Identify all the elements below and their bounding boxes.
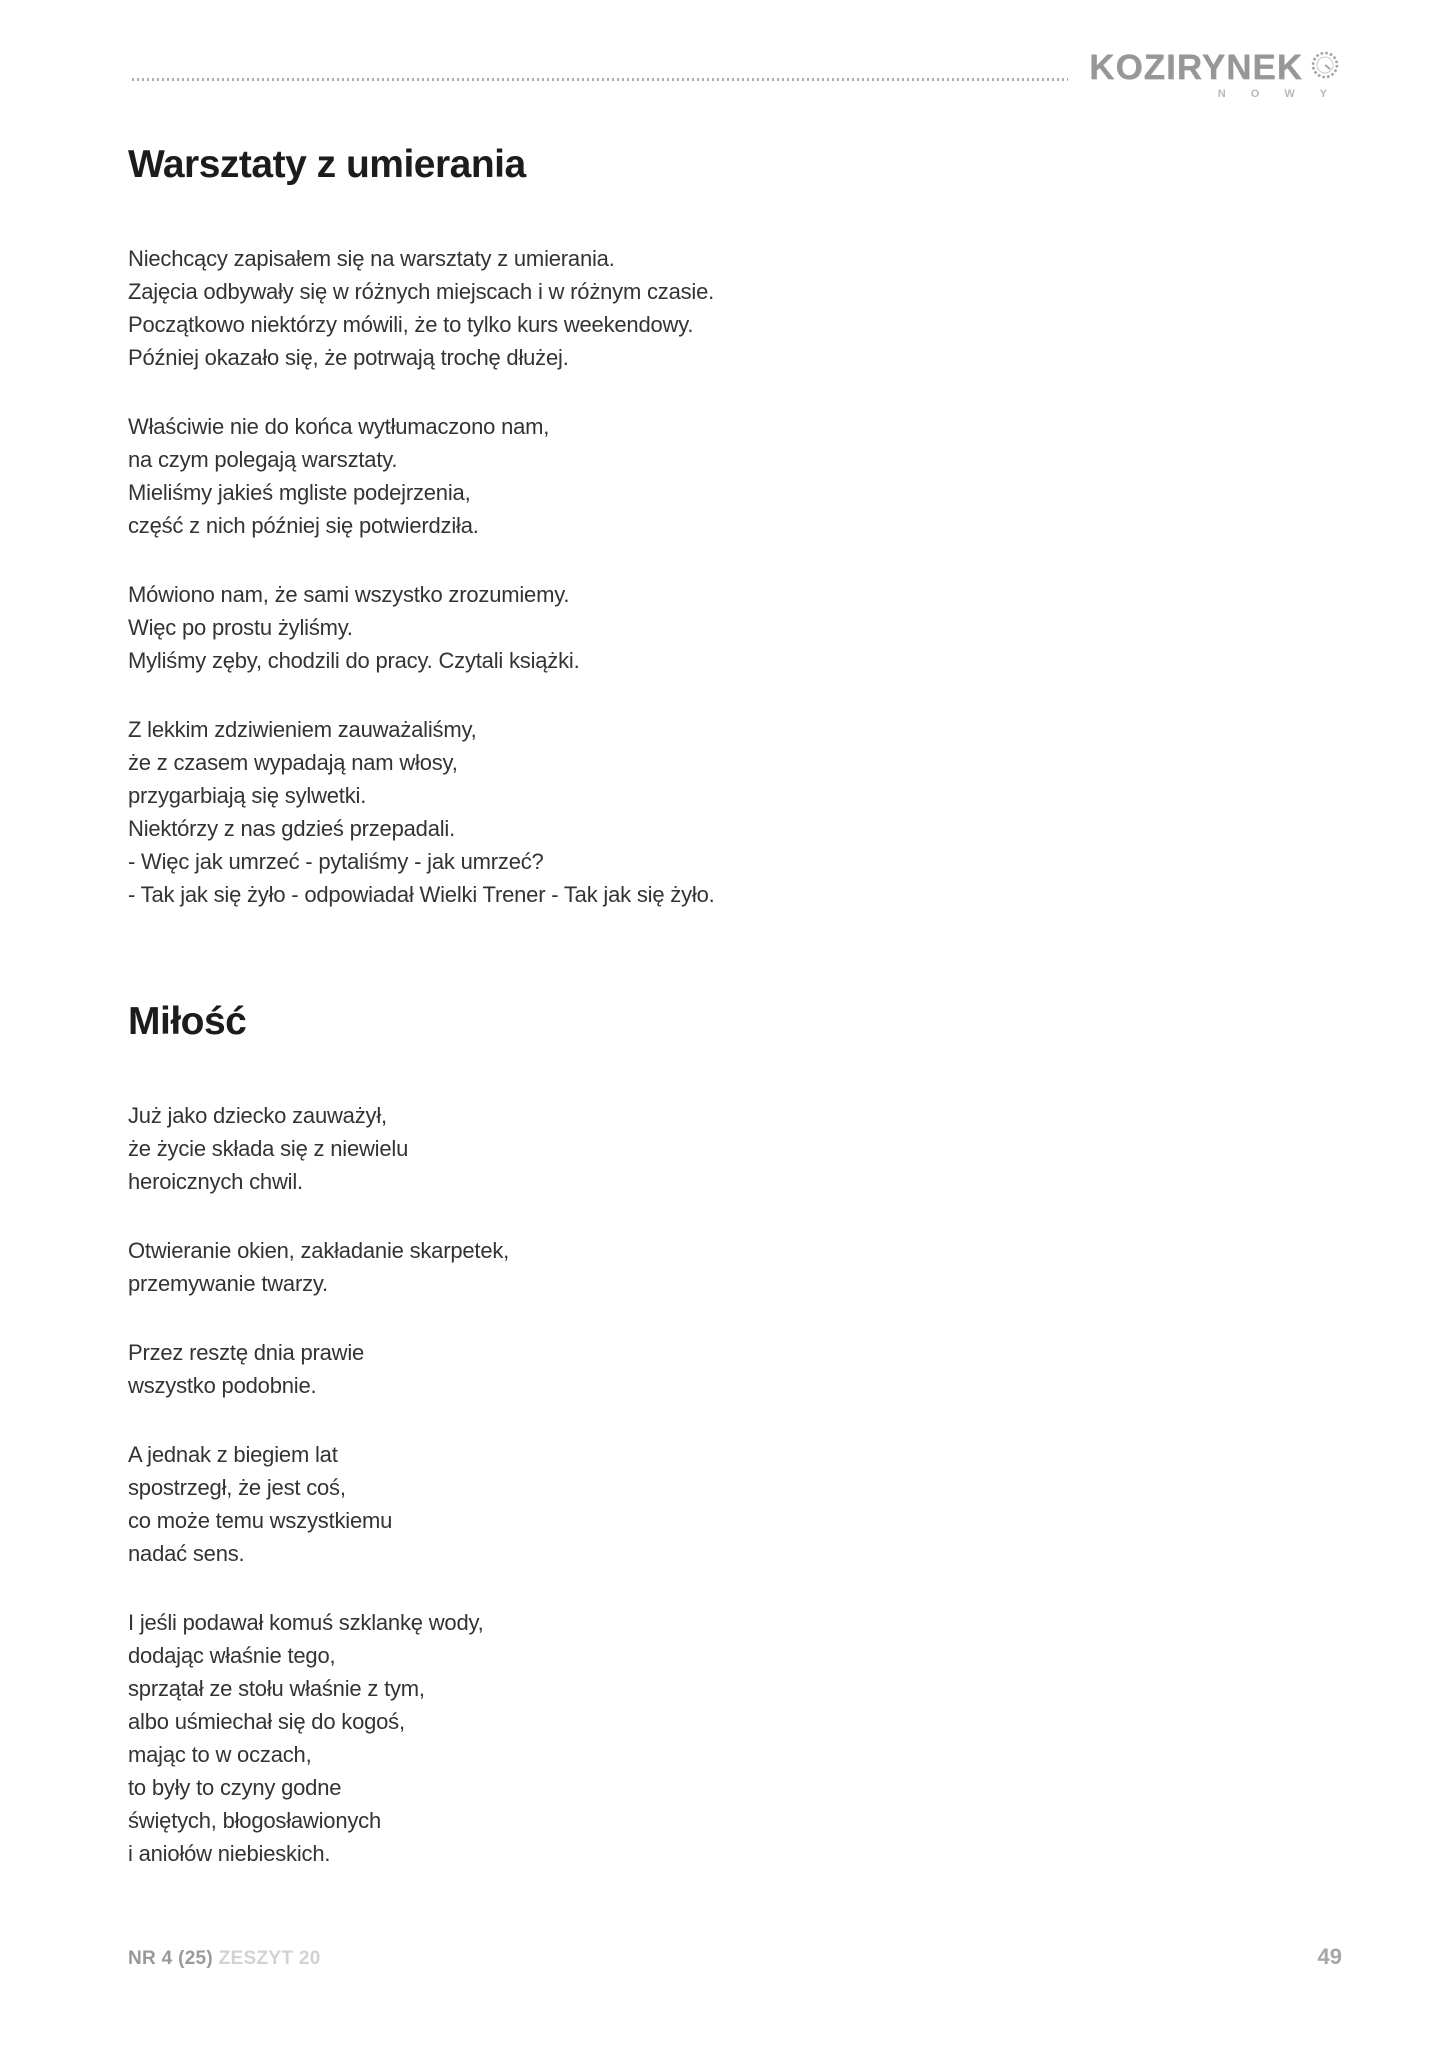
poem-line: albo uśmiechał się do kogoś, bbox=[128, 1709, 405, 1734]
logo-subtitle: N O W Y bbox=[1217, 88, 1338, 100]
stanza bbox=[128, 578, 1340, 677]
page-header bbox=[128, 47, 1340, 110]
logo-wordmark: KOZIRYNEK bbox=[1089, 47, 1303, 87]
poem-line: mając to w oczach, bbox=[128, 1742, 312, 1767]
poem-line: Niechcący zapisałem się na warsztaty z umierania. bbox=[128, 246, 615, 271]
poem-milosc bbox=[128, 1000, 1340, 1870]
poem-line: Później okazało się, że potrwają trochę dłużej. bbox=[128, 345, 569, 370]
poem-line: nadać sens. bbox=[128, 1541, 245, 1566]
poem-line: Mówiono nam, że sami wszystko zrozumiemy. bbox=[128, 582, 570, 607]
page-number: 49 bbox=[1317, 1944, 1342, 1969]
poem-line: przygarbiają się sylwetki. bbox=[128, 783, 367, 808]
poem-line: dodając właśnie tego, bbox=[128, 1643, 336, 1668]
stanza bbox=[128, 1234, 1340, 1300]
logo-block bbox=[1089, 47, 1340, 100]
poem-line: A jednak z biegiem lat bbox=[128, 1442, 338, 1467]
poem-line: Z lekkim zdziwieniem zauważaliśmy, bbox=[128, 717, 477, 742]
clock-stamp-icon bbox=[1310, 50, 1340, 85]
poem-line: Myliśmy zęby, chodzili do pracy. Czytali książki. bbox=[128, 648, 580, 673]
zeszyt-label: ZESZYT 20 bbox=[218, 1948, 321, 1969]
poem-line: - Więc jak umrzeć - pytaliśmy - jak umrzeć? bbox=[128, 849, 544, 874]
poem-line: - Tak jak się żyło - odpowiadał Wielki Trener - Tak jak się żyło. bbox=[128, 882, 715, 907]
poem-line: na czym polegają warsztaty. bbox=[128, 447, 398, 472]
issue-info bbox=[128, 1948, 321, 1970]
poem-title: Warsztaty z umierania bbox=[128, 143, 526, 186]
poem-line: Początkowo niektórzy mówili, że to tylko kurs weekendowy. bbox=[128, 312, 694, 337]
poem-line: że z czasem wypadają nam włosy, bbox=[128, 750, 458, 775]
poem-line: to były to czyny godne bbox=[128, 1775, 342, 1800]
poem-line: co może temu wszystkiemu bbox=[128, 1508, 393, 1533]
poem-line: i aniołów niebieskich. bbox=[128, 1841, 331, 1866]
poem-line: Otwieranie okien, zakładanie skarpetek, bbox=[128, 1238, 510, 1263]
poem-line: Zajęcia odbywały się w różnych miejscach i w różnym czasie. bbox=[128, 279, 715, 304]
poem-line: Niektórzy z nas gdzieś przepadali. bbox=[128, 816, 456, 841]
poem-line: Już jako dziecko zauważył, bbox=[128, 1103, 387, 1128]
poem-line: świętych, błogosławionych bbox=[128, 1808, 382, 1833]
stanza bbox=[128, 1606, 1340, 1870]
poem-line: sprzątał ze stołu właśnie z tym, bbox=[128, 1676, 425, 1701]
poem-line: spostrzegł, że jest coś, bbox=[128, 1475, 346, 1500]
poem-line: Właściwie nie do końca wytłumaczono nam, bbox=[128, 414, 550, 439]
page-footer bbox=[128, 1944, 1342, 1970]
poem-line: Więc po prostu żyliśmy. bbox=[128, 615, 353, 640]
poem-line: heroicznych chwil. bbox=[128, 1169, 303, 1194]
dotted-rule bbox=[132, 78, 1068, 81]
poem-line: I jeśli podawał komuś szklankę wody, bbox=[128, 1610, 484, 1635]
stanza bbox=[128, 1438, 1340, 1570]
stanza bbox=[128, 242, 1340, 374]
poem-line: część z nich później się potwierdziła. bbox=[128, 513, 479, 538]
poem-line: wszystko podobnie. bbox=[128, 1373, 317, 1398]
poem-line: Przez resztę dnia prawie bbox=[128, 1340, 365, 1365]
issue-number: NR 4 (25) bbox=[128, 1948, 214, 1969]
poem-line: przemywanie twarzy. bbox=[128, 1271, 328, 1296]
stanza bbox=[128, 713, 1340, 911]
stanza bbox=[128, 1336, 1340, 1402]
stanza bbox=[128, 1099, 1340, 1198]
poem-line: Mieliśmy jakieś mgliste podejrzenia, bbox=[128, 480, 471, 505]
poem-title: Miłość bbox=[128, 1000, 247, 1043]
poem-warsztaty bbox=[128, 143, 1340, 911]
stanza bbox=[128, 410, 1340, 542]
poem-line: że życie składa się z niewielu bbox=[128, 1136, 409, 1161]
